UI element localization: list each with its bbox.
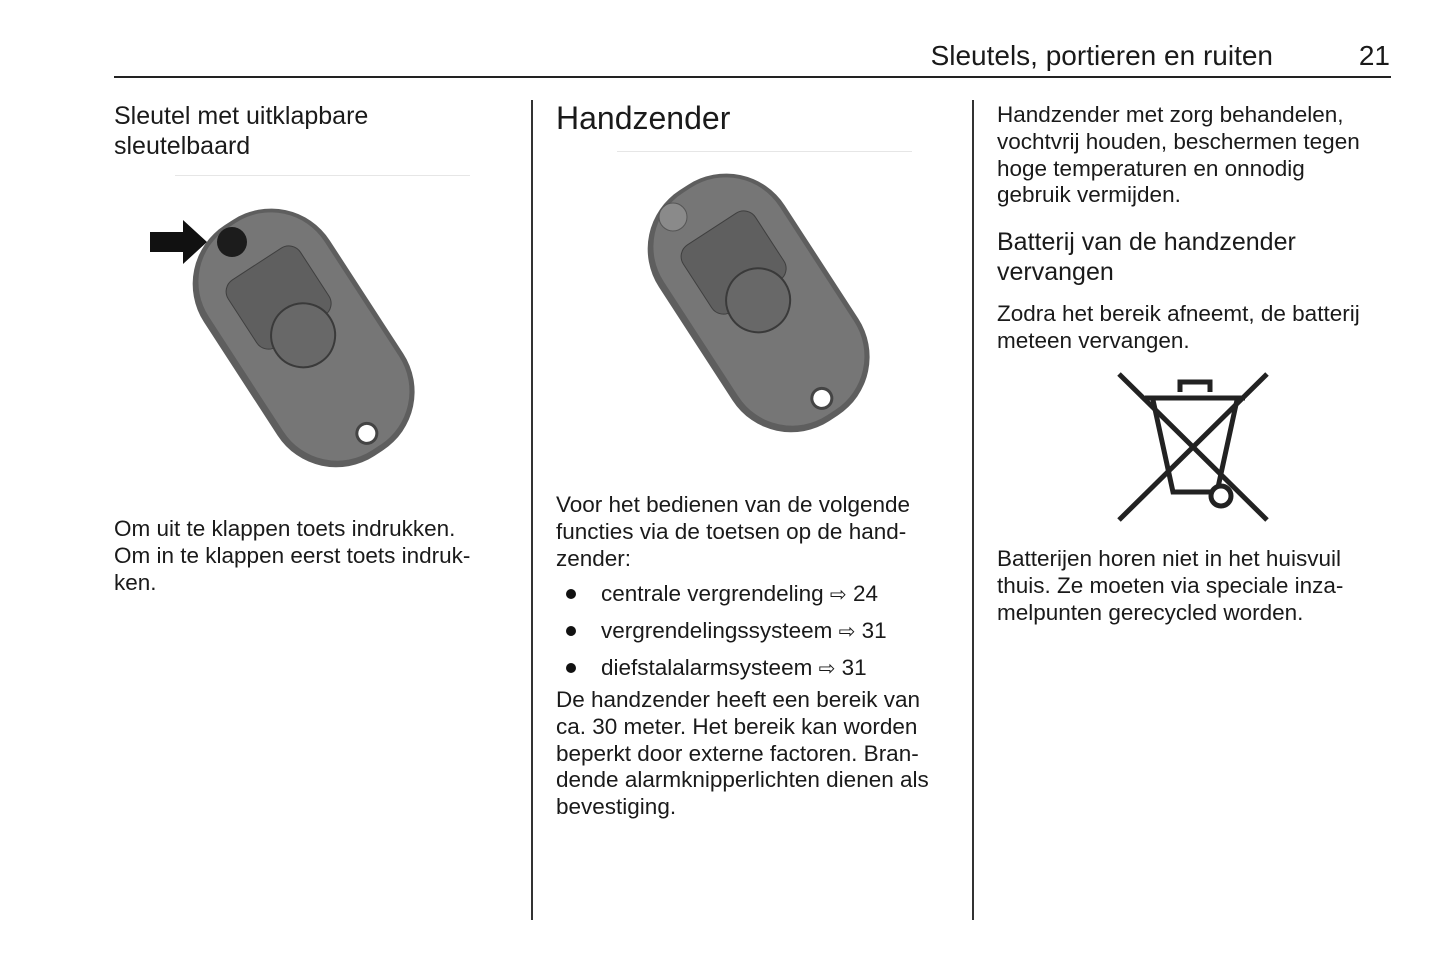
column-divider xyxy=(972,100,974,920)
figure-rule xyxy=(175,175,470,176)
paragraph: Om uit te klappen toets indrukken. Om in te klappen eerst toets indruk- ken. xyxy=(114,516,471,595)
paragraph: Handzender met zorg behandelen, vochtvrij houden, beschermen tegen hoge temperaturen en onnodig gebruik vermijden. xyxy=(997,102,1360,208)
section-heading: Handzender xyxy=(556,100,731,136)
flip-key-illustration xyxy=(145,190,465,480)
remote-key-illustration xyxy=(600,165,920,455)
column-divider xyxy=(531,100,533,920)
arrow-reference-icon: ⇨ xyxy=(829,584,847,606)
section-heading: Sleutel met uitklapbare sleutelbaard xyxy=(114,102,369,160)
paragraph: Zodra het bereik afneemt, de batterij meteen vervangen. xyxy=(997,301,1360,353)
page-number: 21 xyxy=(1358,40,1390,71)
release-button xyxy=(217,227,247,257)
list-item xyxy=(556,613,887,650)
paragraph: Voor het bedienen van de volgende functies via de toetsen op de hand- zender: xyxy=(556,492,911,571)
section-heading: Batterij van de handzender vervangen xyxy=(997,228,1296,286)
list-item xyxy=(556,650,887,687)
list-item-text: centrale vergrendeling xyxy=(601,581,824,606)
crossed-bin-icon xyxy=(1115,370,1275,525)
list-item-text: vergrendelingssysteem xyxy=(601,618,833,643)
list-item xyxy=(556,576,887,613)
page-reference[interactable]: 24 xyxy=(852,581,878,606)
arrow-reference-icon: ⇨ xyxy=(838,621,856,643)
figure-rule xyxy=(617,151,912,152)
arrow-reference-icon: ⇨ xyxy=(818,658,836,680)
function-list xyxy=(556,576,887,687)
page-reference[interactable]: 31 xyxy=(841,655,867,680)
paragraph: De handzender heeft een bereik van ca. 30 meter. Het bereik kan worden beperkt door externe factoren. Bran- dende alarmknipperlichten dienen als bevestiging. xyxy=(556,687,929,820)
page-reference[interactable]: 31 xyxy=(861,618,887,643)
paragraph: Batterijen horen niet in het huisvuil thuis. Ze moeten via speciale inza- melpunten gerecycled worden. xyxy=(997,546,1344,625)
header-rule xyxy=(114,76,1391,78)
list-item-text: diefstalalarmsysteem xyxy=(601,655,813,680)
section-title: Sleutels, portieren en ruiten xyxy=(930,40,1273,71)
